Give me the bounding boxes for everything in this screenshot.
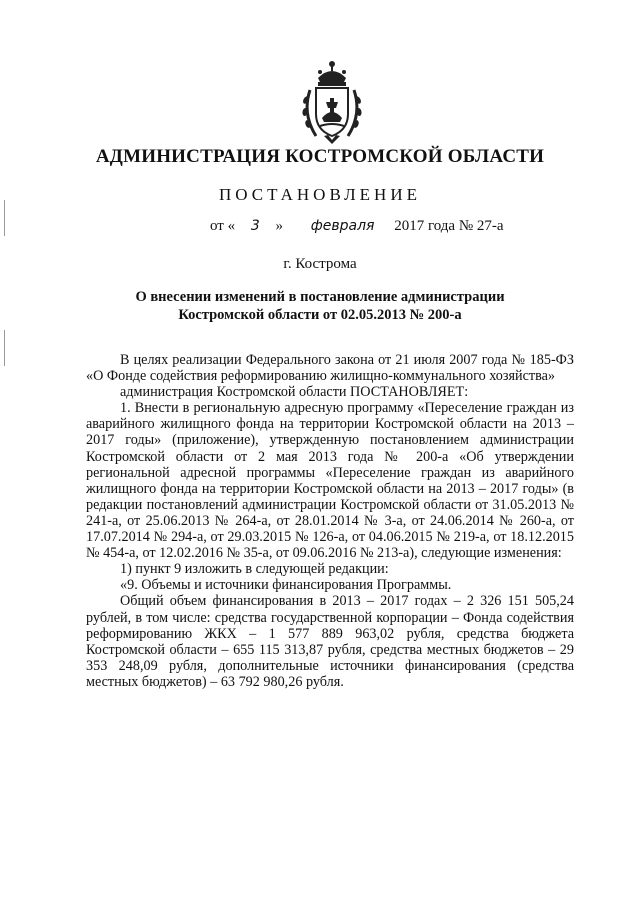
scan-edge-mark [4, 200, 5, 236]
document-type: ПОСТАНОВЛЕНИЕ [218, 185, 421, 204]
subitem-1-line: 1) пункт 9 изложить в следующей редакции: [120, 561, 389, 578]
date-month: февраля [310, 218, 375, 234]
date-day-close: » [275, 218, 284, 234]
coat-of-arms-icon [296, 56, 368, 148]
funding-paragraph: Общий объем финансирования в 2013 – 2017 годах – 2 326 151 505,24 рублей, в том числе: средства государственной корпорации – Фонда содействия реформированию ЖКХ – 1 577 889 963,02 рубля, средства бюджета Костромской области – 655 115 313,87 рубля, средства местных бюджетов – 29 353 248,09 рубля, дополнительные источники финансирования (средства местных бюджетов) – 63 792 980,26 рубля. [86, 593, 574, 690]
subject-line: Костромской области от 02.05.2013 № 200-а [178, 307, 462, 323]
document-body [86, 352, 574, 690]
city: г. Кострома [283, 256, 357, 272]
section-9-title: «9. Объемы и источники финансирования Программы. [120, 577, 452, 594]
organization-title: АДМИНИСТРАЦИЯ КОСТРОМСКОЙ ОБЛАСТИ [95, 146, 545, 167]
item-1-paragraph: 1. Внести в региональную адресную программу «Переселение граждан из аварийного жилищного фонда на территории Костромской области на 2013 – 2017 годы» (приложение), утвержденную постановлением администрации Костромской области от 2 мая 2013 года № 200-а «Об утверждении региональной адресной программы «Переселение граждан из аварийного жилищного фонда на территории Костромской области на 2013 – 2017 годы» (в редакции постановлений администрации Костромской области от 31.05.2013 № 241-а, от 25.06.2013 № 264-а, от 28.01.2014 № 3-а, от 24.06.2014 № 260-а, от 17.07.2014 № 294-а, от 29.03.2015 № 126-а, от 04.06.2015 № 219-а, от 18.12.2015 № 454-а, от 12.02.2016 № 35-а, от 09.06.2016 № 213-а), следующие изменения: [86, 400, 574, 562]
scan-edge-mark [4, 330, 5, 366]
preamble-paragraph: В целях реализации Федерального закона от 21 июля 2007 года № 185-ФЗ «О Фонде содействия реформированию жилищно-коммунального хозяйства» [86, 352, 574, 385]
date-prefix: от « [210, 218, 236, 234]
date-day: 3 [250, 218, 260, 234]
subject-line: О внесении изменений в постановление администрации [135, 289, 505, 305]
document-date-line [210, 218, 504, 235]
resolution-line: администрация Костромской области ПОСТАНОВЛЯЕТ: [120, 384, 469, 401]
document-subject [80, 288, 560, 324]
date-year-number: 2017 года № 27-а [394, 218, 504, 234]
